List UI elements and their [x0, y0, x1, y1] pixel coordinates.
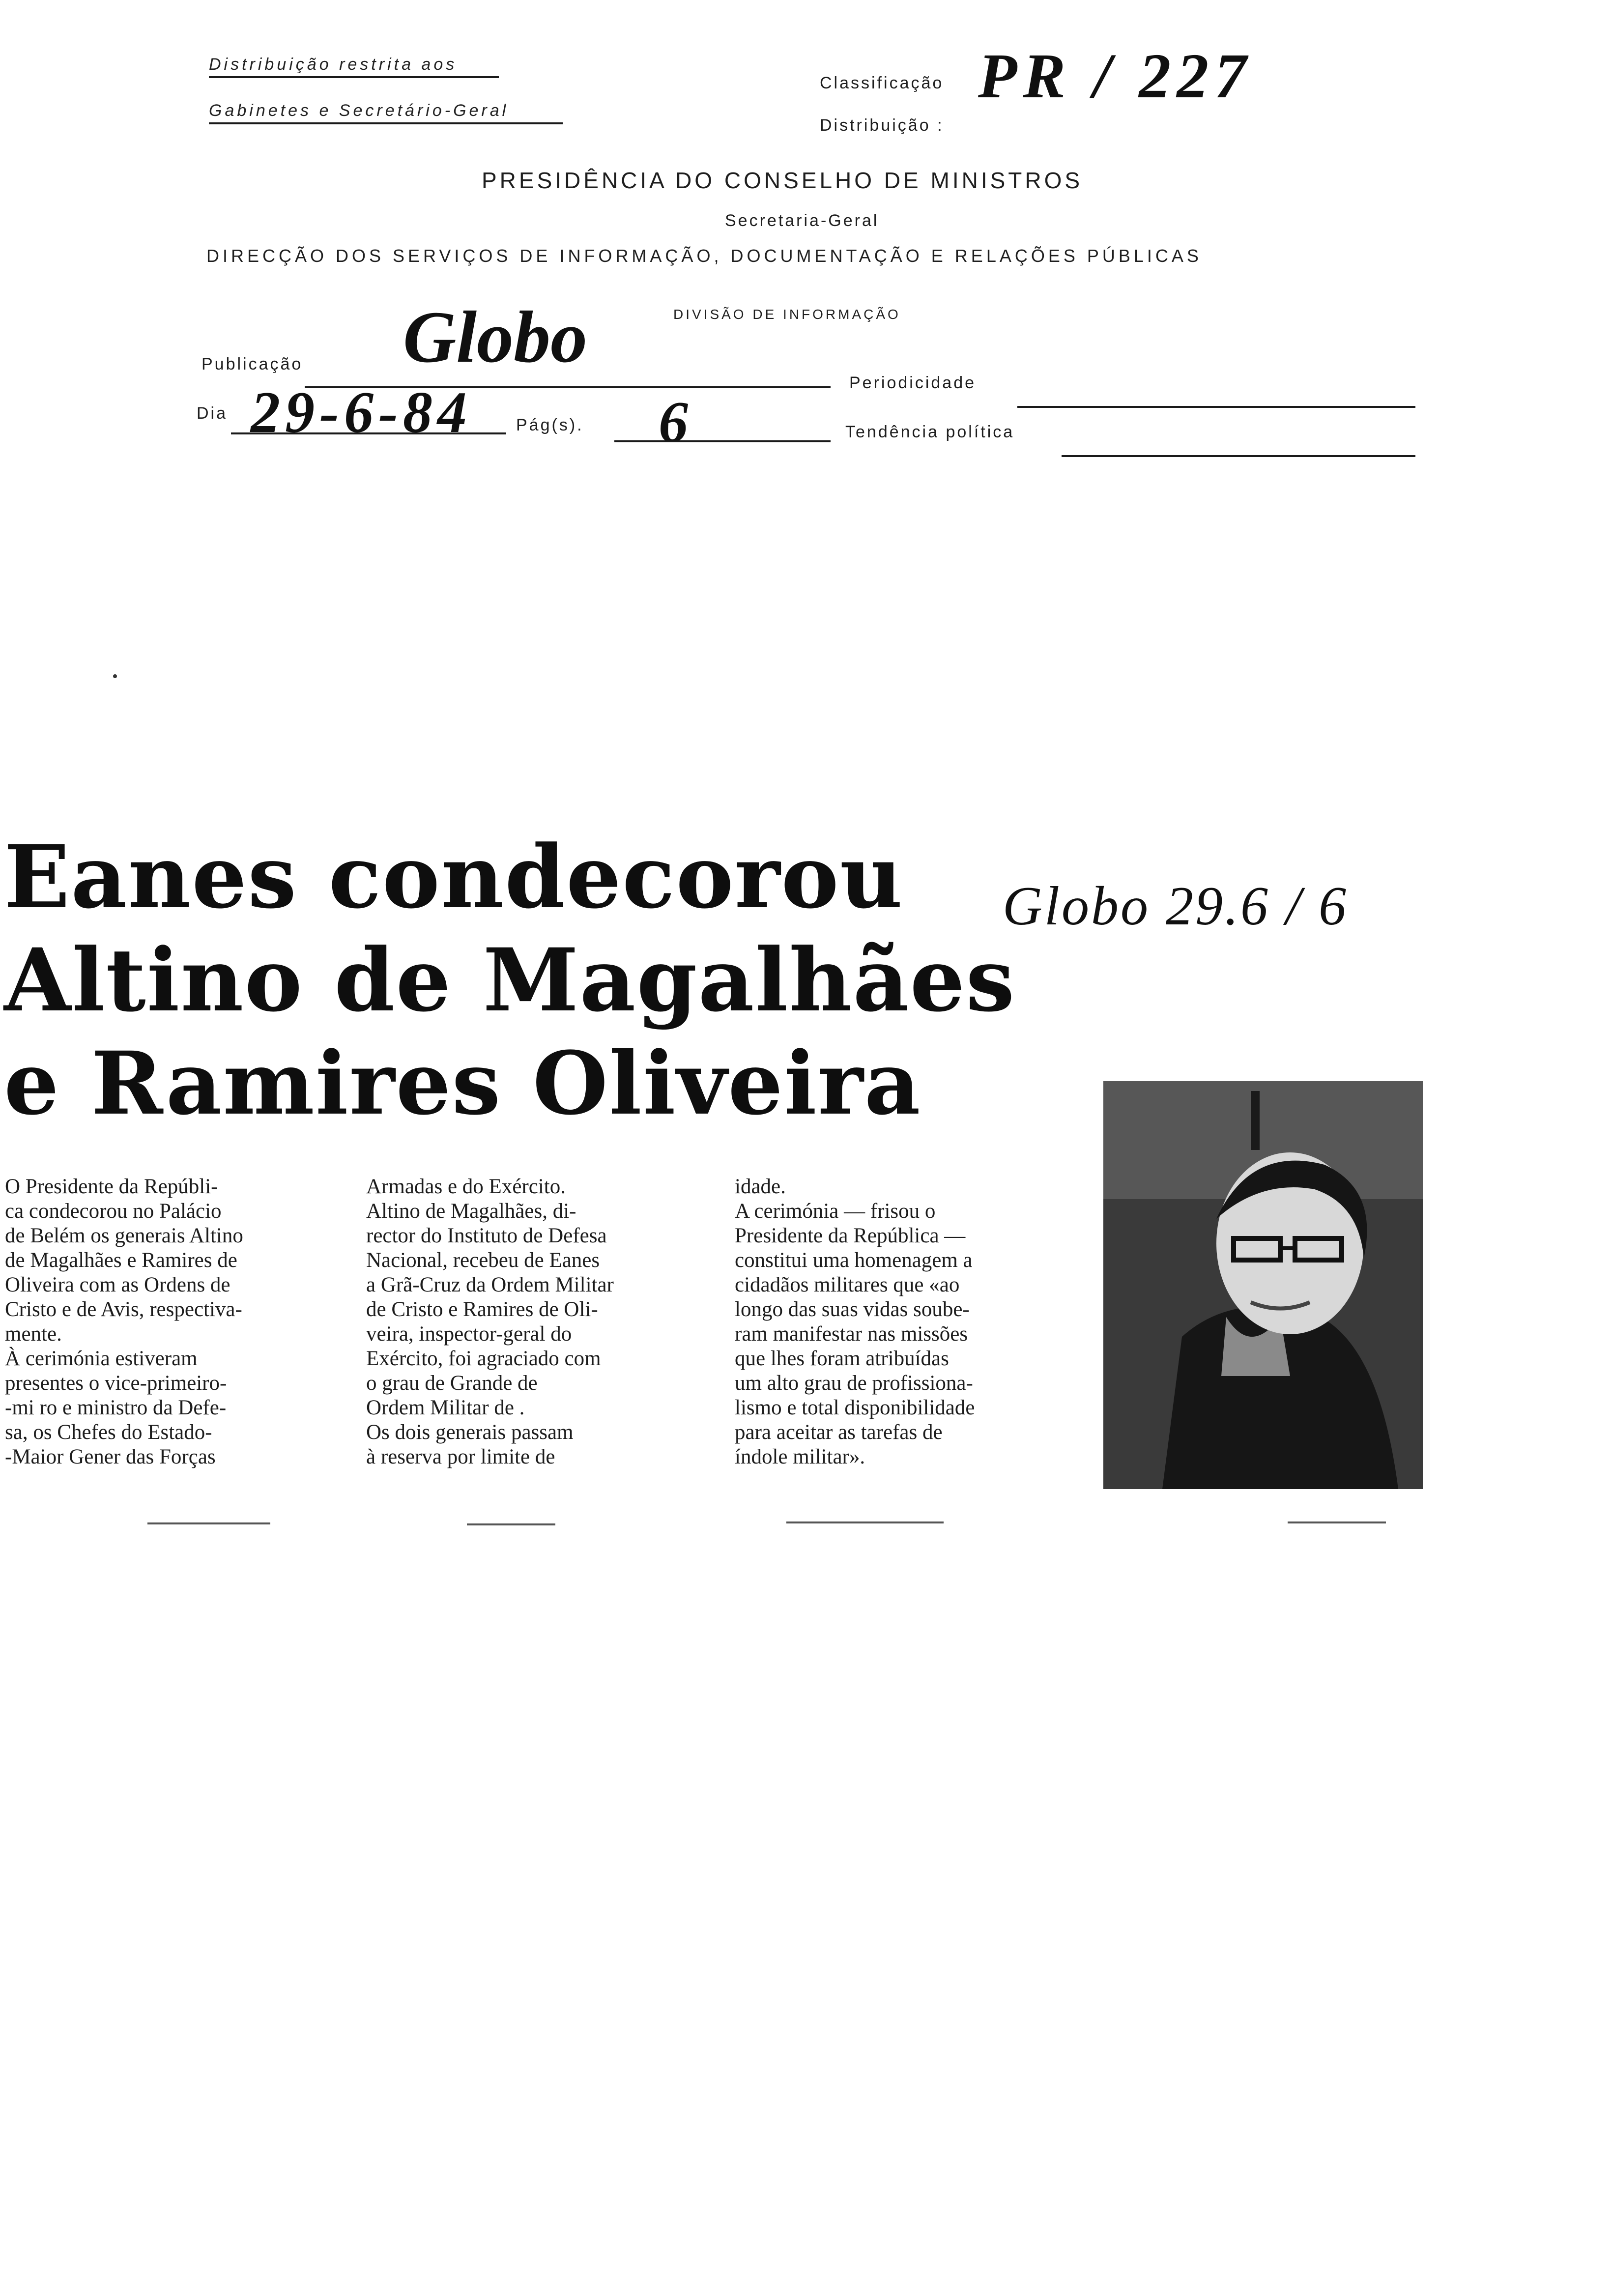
publication-handwritten: Globo [403, 296, 587, 378]
secretariat: Secretaria-Geral [725, 211, 879, 230]
classification-handwritten: PR / 227 [978, 41, 1253, 112]
speck-mark [113, 674, 117, 678]
direction-services: DIRECÇÃO DOS SERVIÇOS DE INFORMAÇÃO, DOCUMENTAÇÃO E RELAÇÕES PÚBLICAS [206, 246, 1202, 266]
institution-title: PRESIDÊNCIA DO CONSELHO DE MINISTROS [482, 168, 1083, 193]
political-tendency-field-line [1062, 455, 1415, 457]
portrait-photo [1103, 1081, 1423, 1489]
headline-line3: e Ramires Oliveira [4, 1033, 921, 1134]
article-column-1: O Presidente da Repúbli- ca condecorou no Palácio de Belém os generais Altino de Magalhães e Ramires de Oliveira com as Ordens de Cristo e de Avis, respectiva- mente. À cerimónia estiveram presentes o vice-primeiro- -mi ro e ministro da Defe- sa, os Chefes do Estado- -Maior Gener das Forças [5, 1175, 243, 1468]
day-handwritten: 29-6-84 [251, 379, 472, 445]
clipping-bottom-edge-2 [467, 1523, 555, 1525]
headline-line1: Eanes condecorou [4, 826, 904, 928]
pages-label: Pág(s). [516, 416, 584, 434]
political-tendency-label: Tendência política [845, 423, 1015, 441]
portrait-illustration [1103, 1081, 1423, 1489]
article-column-2: Armadas e do Exército. Altino de Magalhães, di- rector do Instituto de Defesa Nacional, recebeu de Eanes a Grã-Cruz da Ordem Militar de Cristo e Ramires de Oli- veira, inspector-geral do Exército, foi agraciado com o grau de Grande de Ordem Militar de . Os dois generais passam à reserva por limite de [366, 1175, 614, 1468]
classification-label: Classificação [820, 74, 944, 92]
clipping-bottom-edge-3 [786, 1521, 944, 1523]
day-field-line [231, 432, 506, 434]
article-column-3: idade. A cerimónia — frisou o Presidente da República — constitui uma homenagem a cidadãos militares que «ao longo das suas vidas soube- ram manifestar nas missões que lhes foram atribuídas um alto grau de profissiona- lismo e total disponibilidade para aceitar as tarefas de índole militar». [735, 1175, 975, 1468]
division: DIVISÃO DE INFORMAÇÃO [673, 307, 901, 322]
distribution-label: Distribuição : [820, 116, 944, 135]
pages-field-line [614, 440, 831, 442]
publication-label: Publicação [202, 355, 303, 373]
periodicity-label: Periodicidade [849, 373, 977, 392]
day-label: Dia [197, 404, 228, 423]
clipping-bottom-edge-4 [1288, 1521, 1386, 1523]
periodicity-field-line [1017, 406, 1415, 408]
headline-line2: Altino de Magalhães [4, 929, 1016, 1031]
distribution-restriction-line1: Distribuição restrita aos [209, 55, 499, 78]
pages-handwritten: 6 [659, 389, 688, 455]
handwritten-source-note: Globo 29.6 / 6 [1003, 876, 1349, 937]
clipping-bottom-edge-1 [147, 1522, 270, 1524]
distribution-restriction-line2: Gabinetes e Secretário-Geral [209, 101, 563, 124]
